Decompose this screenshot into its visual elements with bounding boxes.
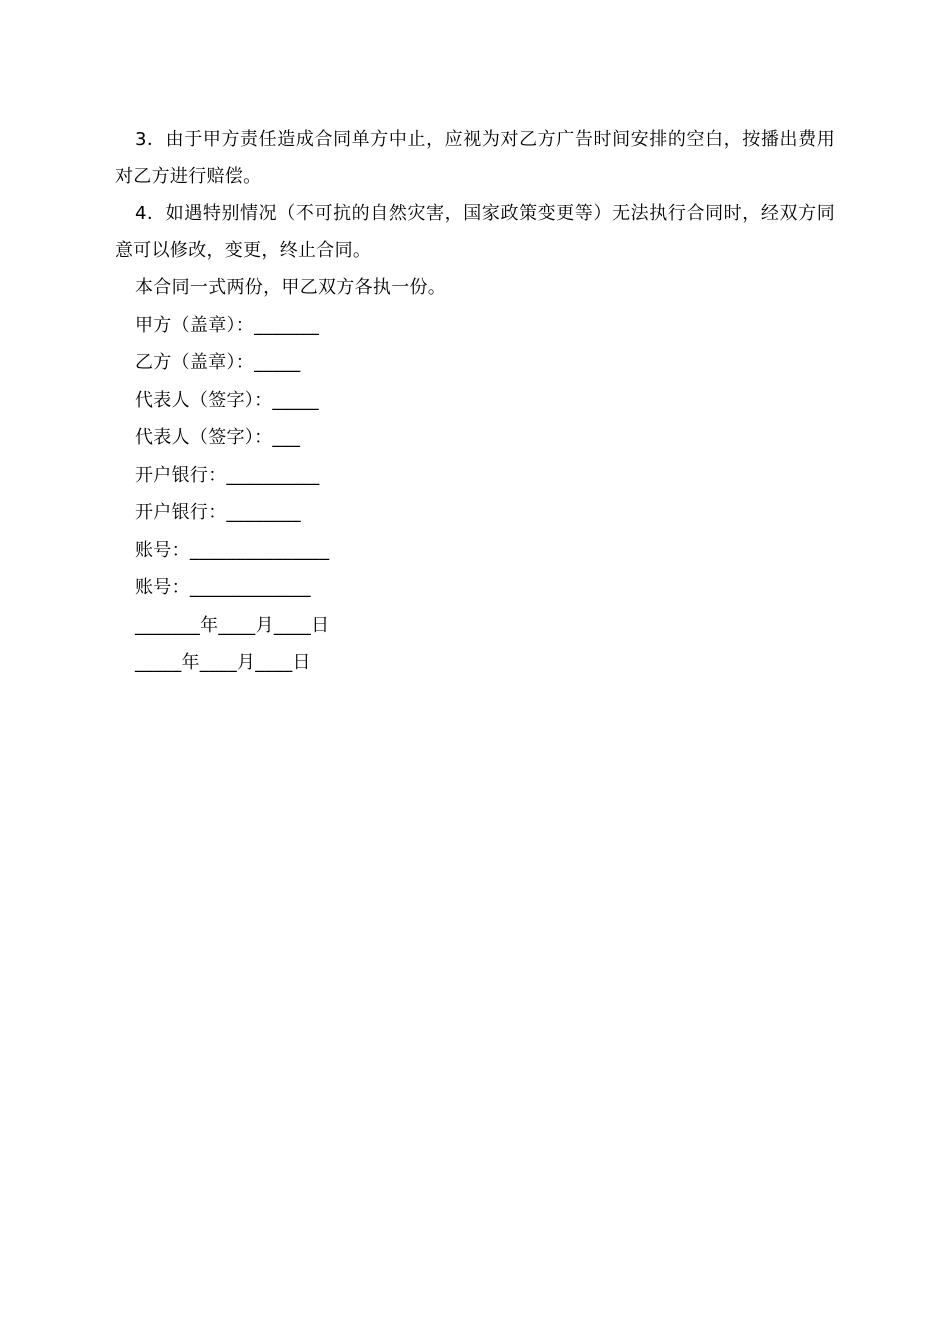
- clause-3: 3．由于甲方责任造成合同单方中止，应视为对乙方广告时间安排的空白，按播出费用对乙方进行赔偿。: [115, 129, 835, 187]
- copies-statement: 本合同一式两份，甲乙双方各执一份。: [135, 277, 447, 298]
- party-a-seal-line: 甲方（盖章）：_______: [135, 314, 320, 336]
- date-b-line: _____年____月____日: [135, 652, 311, 673]
- date-a-line: _______年____月____日: [135, 614, 330, 636]
- bank-b-line: 开户银行：________: [135, 502, 301, 523]
- party-b-seal-line: 乙方（盖章）：_____: [135, 352, 301, 373]
- representative-a-signature-line: 代表人（签字）：_____: [135, 389, 319, 411]
- document-body: [115, 121, 835, 682]
- clause-4: 4．如遇特别情况（不可抗的自然灾害，国家政策变更等）无法执行合同时，经双方同意可以修改，变更，终止合同。: [115, 203, 835, 261]
- account-a-line: 账号：_______________: [135, 539, 330, 561]
- representative-b-signature-line: 代表人（签字）：___: [135, 427, 301, 448]
- account-b-line: 账号：_____________: [135, 577, 311, 598]
- bank-a-line: 开户银行：__________: [135, 464, 320, 486]
